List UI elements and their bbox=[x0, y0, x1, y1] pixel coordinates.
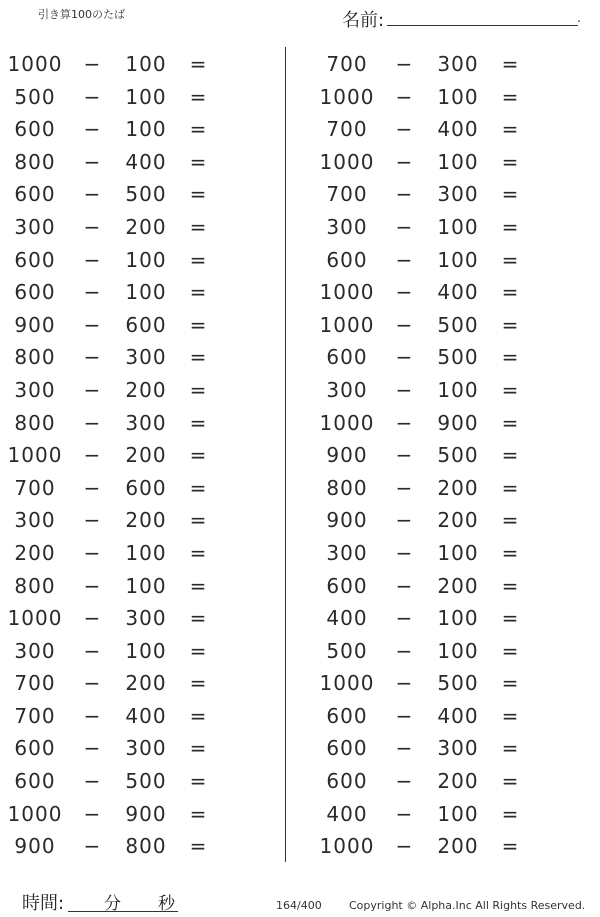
equals-sign: = bbox=[501, 52, 519, 76]
minuend: 800 bbox=[326, 475, 368, 500]
problem-row bbox=[312, 48, 572, 81]
minuend: 200 bbox=[14, 540, 56, 565]
equals-sign: = bbox=[501, 736, 519, 761]
subtrahend: 500 bbox=[437, 345, 479, 370]
minuend: 600 bbox=[14, 117, 56, 142]
equals-sign: = bbox=[501, 410, 519, 435]
problem-row bbox=[312, 276, 572, 309]
problem-row bbox=[312, 472, 572, 505]
subtrahend: 100 bbox=[437, 540, 479, 565]
minuend: 500 bbox=[14, 84, 56, 109]
name-label: 名前: bbox=[342, 10, 385, 31]
subtrahend: 500 bbox=[437, 443, 479, 468]
minuend: 1000 bbox=[7, 443, 63, 468]
minuend: 500 bbox=[326, 638, 368, 663]
equals-sign: = bbox=[189, 801, 207, 826]
subtrahend: 400 bbox=[125, 149, 167, 174]
minus-sign: − bbox=[83, 410, 101, 435]
subtrahend: 100 bbox=[125, 573, 167, 598]
name-field-end-dot: . bbox=[577, 11, 581, 25]
subtrahend: 100 bbox=[437, 638, 479, 663]
problem-row bbox=[0, 439, 260, 472]
equals-sign: = bbox=[189, 769, 207, 794]
minuend: 800 bbox=[14, 149, 56, 174]
subtrahend: 900 bbox=[125, 801, 167, 826]
problem-row bbox=[0, 374, 260, 407]
equals-sign: = bbox=[189, 214, 207, 239]
minus-sign: − bbox=[395, 149, 413, 174]
minus-sign: − bbox=[395, 117, 413, 142]
minuend: 600 bbox=[14, 182, 56, 207]
minuend: 300 bbox=[326, 377, 368, 402]
minuend: 1000 bbox=[319, 149, 375, 174]
equals-sign: = bbox=[189, 638, 207, 663]
problem-row bbox=[0, 537, 260, 570]
minus-sign: − bbox=[83, 606, 101, 631]
subtrahend: 500 bbox=[437, 671, 479, 696]
minus-sign: − bbox=[395, 671, 413, 696]
minuend: 400 bbox=[326, 606, 368, 631]
minus-sign: − bbox=[83, 280, 101, 305]
subtrahend: 300 bbox=[437, 182, 479, 207]
subtrahend: 300 bbox=[125, 410, 167, 435]
minuend: 700 bbox=[14, 475, 56, 500]
equals-sign: = bbox=[189, 84, 207, 109]
subtrahend: 500 bbox=[437, 312, 479, 337]
problem-row bbox=[0, 798, 260, 831]
minus-sign: − bbox=[395, 769, 413, 794]
minus-sign: − bbox=[83, 377, 101, 402]
equals-sign: = bbox=[501, 671, 519, 696]
subtrahend: 200 bbox=[125, 671, 167, 696]
subtrahend: 400 bbox=[125, 703, 167, 728]
equals-sign: = bbox=[189, 52, 207, 76]
equals-sign: = bbox=[501, 703, 519, 728]
minuend: 700 bbox=[14, 671, 56, 696]
minus-sign: − bbox=[83, 769, 101, 794]
minus-sign: − bbox=[83, 345, 101, 370]
equals-sign: = bbox=[189, 606, 207, 631]
equals-sign: = bbox=[189, 540, 207, 565]
equals-sign: = bbox=[189, 312, 207, 337]
worksheet-title: 引き算100のたば bbox=[38, 8, 125, 21]
minus-sign: − bbox=[395, 703, 413, 728]
equals-sign: = bbox=[189, 149, 207, 174]
subtrahend: 300 bbox=[125, 345, 167, 370]
minuend: 600 bbox=[326, 703, 368, 728]
subtrahend: 100 bbox=[437, 377, 479, 402]
subtrahend: 200 bbox=[437, 834, 479, 859]
equals-sign: = bbox=[189, 443, 207, 468]
minuend: 1000 bbox=[7, 801, 63, 826]
minus-sign: − bbox=[395, 475, 413, 500]
minuend: 600 bbox=[326, 769, 368, 794]
problem-row bbox=[0, 635, 260, 668]
subtrahend: 200 bbox=[125, 443, 167, 468]
copyright-notice: Copyright © Alpha.Inc All Rights Reserved. bbox=[349, 899, 586, 912]
minuend: 700 bbox=[326, 52, 368, 76]
minuend: 1000 bbox=[319, 84, 375, 109]
minus-sign: − bbox=[395, 834, 413, 859]
problem-row bbox=[0, 732, 260, 765]
minuend: 300 bbox=[14, 377, 56, 402]
minus-sign: − bbox=[83, 475, 101, 500]
subtrahend: 300 bbox=[125, 736, 167, 761]
equals-sign: = bbox=[501, 606, 519, 631]
minuend: 900 bbox=[326, 443, 368, 468]
subtrahend: 100 bbox=[437, 247, 479, 272]
equals-sign: = bbox=[189, 182, 207, 207]
problem-row bbox=[0, 178, 260, 211]
equals-sign: = bbox=[189, 280, 207, 305]
minuend: 600 bbox=[326, 345, 368, 370]
minuend: 1000 bbox=[319, 280, 375, 305]
minus-sign: − bbox=[395, 214, 413, 239]
problem-row bbox=[0, 407, 260, 440]
subtrahend: 400 bbox=[437, 280, 479, 305]
problem-row bbox=[312, 81, 572, 114]
minuend: 800 bbox=[14, 345, 56, 370]
subtrahend: 100 bbox=[437, 84, 479, 109]
equals-sign: = bbox=[189, 508, 207, 533]
problem-row bbox=[0, 113, 260, 146]
minus-sign: − bbox=[395, 410, 413, 435]
equals-sign: = bbox=[189, 736, 207, 761]
subtrahend: 100 bbox=[125, 540, 167, 565]
subtrahend: 600 bbox=[125, 475, 167, 500]
minus-sign: − bbox=[395, 345, 413, 370]
minuend: 1000 bbox=[7, 52, 63, 76]
problem-row bbox=[312, 667, 572, 700]
minus-sign: − bbox=[83, 117, 101, 142]
equals-sign: = bbox=[501, 769, 519, 794]
minus-sign: − bbox=[83, 671, 101, 696]
problem-row bbox=[312, 244, 572, 277]
subtrahend: 200 bbox=[125, 214, 167, 239]
problem-row bbox=[312, 407, 572, 440]
subtrahend: 300 bbox=[437, 52, 479, 76]
subtrahend: 300 bbox=[125, 606, 167, 631]
minuend: 600 bbox=[14, 247, 56, 272]
minuend: 1000 bbox=[319, 410, 375, 435]
minuend: 600 bbox=[326, 736, 368, 761]
minus-sign: − bbox=[83, 443, 101, 468]
minuend: 1000 bbox=[319, 312, 375, 337]
problem-row bbox=[0, 48, 260, 81]
subtrahend: 200 bbox=[125, 377, 167, 402]
subtrahend: 500 bbox=[125, 769, 167, 794]
problem-row bbox=[0, 211, 260, 244]
equals-sign: = bbox=[189, 247, 207, 272]
problem-row bbox=[312, 211, 572, 244]
subtrahend: 900 bbox=[437, 410, 479, 435]
equals-sign: = bbox=[501, 573, 519, 598]
minus-sign: − bbox=[395, 736, 413, 761]
equals-sign: = bbox=[501, 475, 519, 500]
subtrahend: 100 bbox=[437, 214, 479, 239]
minuend: 600 bbox=[326, 247, 368, 272]
minus-sign: − bbox=[83, 573, 101, 598]
subtrahend: 200 bbox=[437, 769, 479, 794]
equals-sign: = bbox=[501, 182, 519, 207]
minus-sign: − bbox=[83, 312, 101, 337]
equals-sign: = bbox=[501, 801, 519, 826]
problem-row bbox=[312, 602, 572, 635]
minus-sign: − bbox=[83, 84, 101, 109]
problem-row bbox=[312, 439, 572, 472]
equals-sign: = bbox=[501, 117, 519, 142]
minus-sign: − bbox=[83, 182, 101, 207]
problem-row bbox=[0, 81, 260, 114]
column-divider bbox=[285, 47, 286, 862]
minus-sign: − bbox=[83, 52, 101, 76]
problem-row bbox=[0, 765, 260, 798]
minus-sign: − bbox=[83, 540, 101, 565]
subtrahend: 400 bbox=[437, 117, 479, 142]
subtrahend: 100 bbox=[125, 117, 167, 142]
minus-sign: − bbox=[395, 182, 413, 207]
problem-row bbox=[0, 341, 260, 374]
minus-sign: − bbox=[395, 280, 413, 305]
problem-row bbox=[312, 830, 572, 863]
subtrahend: 100 bbox=[125, 84, 167, 109]
subtrahend: 600 bbox=[125, 312, 167, 337]
problem-row bbox=[312, 537, 572, 570]
subtrahend: 200 bbox=[125, 508, 167, 533]
minus-sign: − bbox=[83, 214, 101, 239]
minuend: 600 bbox=[14, 736, 56, 761]
problem-row bbox=[0, 667, 260, 700]
minuend: 300 bbox=[326, 540, 368, 565]
page-number: 164/400 bbox=[276, 899, 322, 912]
problem-row bbox=[0, 276, 260, 309]
problem-row bbox=[312, 570, 572, 603]
subtrahend: 500 bbox=[125, 182, 167, 207]
equals-sign: = bbox=[189, 703, 207, 728]
problem-row bbox=[0, 700, 260, 733]
minus-sign: − bbox=[395, 52, 413, 76]
subtrahend: 100 bbox=[125, 52, 167, 76]
minus-sign: − bbox=[83, 149, 101, 174]
name-field-line[interactable] bbox=[387, 25, 578, 26]
problem-row bbox=[0, 602, 260, 635]
equals-sign: = bbox=[501, 280, 519, 305]
minus-sign: − bbox=[83, 508, 101, 533]
problem-row bbox=[312, 178, 572, 211]
minus-sign: − bbox=[395, 377, 413, 402]
subtrahend: 200 bbox=[437, 475, 479, 500]
minuend: 900 bbox=[14, 312, 56, 337]
problem-row bbox=[312, 374, 572, 407]
minuend: 700 bbox=[326, 117, 368, 142]
minuend: 400 bbox=[326, 801, 368, 826]
subtrahend: 100 bbox=[125, 638, 167, 663]
subtrahend: 100 bbox=[437, 801, 479, 826]
equals-sign: = bbox=[189, 117, 207, 142]
problem-row bbox=[312, 765, 572, 798]
subtrahend: 200 bbox=[437, 573, 479, 598]
minuend: 300 bbox=[326, 214, 368, 239]
subtrahend: 800 bbox=[125, 834, 167, 859]
minus-sign: − bbox=[395, 638, 413, 663]
minuend: 600 bbox=[326, 573, 368, 598]
equals-sign: = bbox=[189, 671, 207, 696]
problem-row bbox=[312, 700, 572, 733]
equals-sign: = bbox=[189, 573, 207, 598]
problem-row bbox=[0, 309, 260, 342]
minus-sign: − bbox=[395, 573, 413, 598]
problem-row bbox=[312, 146, 572, 179]
minuend: 1000 bbox=[319, 834, 375, 859]
problem-row bbox=[0, 472, 260, 505]
minus-sign: − bbox=[395, 606, 413, 631]
minus-sign: − bbox=[395, 312, 413, 337]
minuend: 300 bbox=[14, 638, 56, 663]
minuend: 1000 bbox=[7, 606, 63, 631]
problem-row bbox=[312, 732, 572, 765]
equals-sign: = bbox=[501, 508, 519, 533]
minuend: 600 bbox=[14, 280, 56, 305]
minuend: 700 bbox=[14, 703, 56, 728]
problem-row bbox=[312, 635, 572, 668]
minuend: 1000 bbox=[319, 671, 375, 696]
subtrahend: 100 bbox=[437, 606, 479, 631]
minus-sign: − bbox=[395, 84, 413, 109]
minus-sign: − bbox=[83, 703, 101, 728]
minus-sign: − bbox=[395, 247, 413, 272]
minuend: 800 bbox=[14, 573, 56, 598]
minus-sign: − bbox=[395, 801, 413, 826]
problem-column-right bbox=[312, 48, 572, 863]
equals-sign: = bbox=[501, 638, 519, 663]
minus-sign: − bbox=[83, 801, 101, 826]
seconds-label: 秒 bbox=[158, 894, 175, 914]
equals-sign: = bbox=[501, 540, 519, 565]
minus-sign: − bbox=[83, 834, 101, 859]
problem-row bbox=[0, 570, 260, 603]
subtrahend: 300 bbox=[437, 736, 479, 761]
equals-sign: = bbox=[501, 312, 519, 337]
subtrahend: 400 bbox=[437, 703, 479, 728]
minus-sign: − bbox=[83, 247, 101, 272]
subtrahend: 100 bbox=[125, 280, 167, 305]
equals-sign: = bbox=[189, 345, 207, 370]
equals-sign: = bbox=[501, 84, 519, 109]
equals-sign: = bbox=[501, 214, 519, 239]
minuend: 700 bbox=[326, 182, 368, 207]
problem-column-left bbox=[0, 48, 260, 863]
equals-sign: = bbox=[501, 377, 519, 402]
minus-sign: − bbox=[395, 508, 413, 533]
equals-sign: = bbox=[501, 345, 519, 370]
problem-row bbox=[0, 244, 260, 277]
problem-row bbox=[312, 504, 572, 537]
minus-sign: − bbox=[83, 638, 101, 663]
minuend: 300 bbox=[14, 508, 56, 533]
minuend: 900 bbox=[14, 834, 56, 859]
problem-row bbox=[0, 830, 260, 863]
minuend: 900 bbox=[326, 508, 368, 533]
equals-sign: = bbox=[189, 377, 207, 402]
problem-row bbox=[312, 798, 572, 831]
subtrahend: 100 bbox=[125, 247, 167, 272]
equals-sign: = bbox=[501, 247, 519, 272]
subtrahend: 100 bbox=[437, 149, 479, 174]
equals-sign: = bbox=[189, 834, 207, 859]
minuend: 600 bbox=[14, 769, 56, 794]
equals-sign: = bbox=[189, 475, 207, 500]
minus-sign: − bbox=[83, 736, 101, 761]
equals-sign: = bbox=[501, 834, 519, 859]
problem-row bbox=[0, 146, 260, 179]
minuend: 300 bbox=[14, 214, 56, 239]
minus-sign: − bbox=[395, 443, 413, 468]
problem-row bbox=[0, 504, 260, 537]
equals-sign: = bbox=[501, 149, 519, 174]
equals-sign: = bbox=[501, 443, 519, 468]
minutes-label: 分 bbox=[104, 894, 121, 914]
problem-row bbox=[312, 113, 572, 146]
problem-row bbox=[312, 341, 572, 374]
minus-sign: − bbox=[395, 540, 413, 565]
problem-row bbox=[312, 309, 572, 342]
minuend: 800 bbox=[14, 410, 56, 435]
equals-sign: = bbox=[189, 410, 207, 435]
time-label: 時間: bbox=[22, 893, 65, 914]
subtrahend: 200 bbox=[437, 508, 479, 533]
